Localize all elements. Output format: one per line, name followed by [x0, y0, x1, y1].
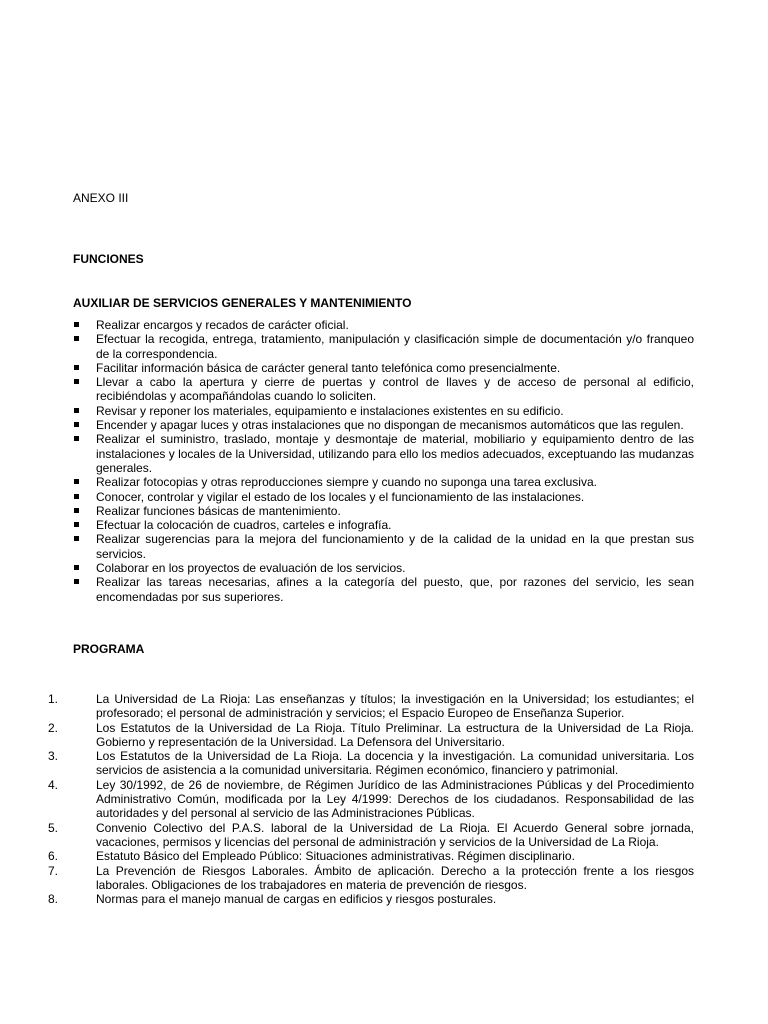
- square-bullet-icon: [74, 422, 79, 427]
- program-item-number: 4.: [47, 777, 58, 792]
- program-item: [47, 849, 694, 864]
- duty-item: [73, 575, 694, 604]
- program-item-text: Ley 30/1992, de 26 de noviembre, de Régimen Jurídico de las Administraciones Públicas y del Procedimiento Administrativo Común, modificada por la Ley 4/1999: Derechos de los ciudadanos. Responsabilidad de las autoridades y del personal al servicio de las Administraciones Públicas.: [96, 777, 694, 821]
- square-bullet-icon: [74, 436, 79, 441]
- square-bullet-icon: [74, 479, 79, 484]
- square-bullet-icon: [74, 365, 79, 370]
- duty-text: Realizar las tareas necesarias, afines a la categoría del puesto, que, por razones del servicio, les sean encomendadas por sus superiores.: [96, 575, 694, 604]
- program-item-number: 1.: [47, 692, 58, 706]
- program-item-text: La Prevención de Riesgos Laborales. Ámbito de aplicación. Derecho a la protección frente a los riesgos laborales. Obligaciones de los trabajadores en materia de prevención de riesgos.: [96, 863, 694, 892]
- square-bullet-icon: [74, 379, 79, 384]
- square-bullet-icon: [74, 565, 79, 570]
- duty-text: Colaborar en los proyectos de evaluación de los servicios.: [96, 561, 406, 576]
- program-item-text: Normas para el manejo manual de cargas en edificios y riesgos posturales.: [96, 892, 497, 907]
- duty-item: [73, 518, 694, 532]
- square-bullet-icon: [74, 336, 79, 341]
- program-item-number: 5.: [47, 820, 58, 835]
- program-item: [47, 777, 694, 821]
- duty-text: Efectuar la colocación de cuadros, carteles e infografía.: [96, 518, 392, 533]
- program-item-text: Estatuto Básico del Empleado Público: Situaciones administrativas. Régimen disciplinario.: [96, 849, 575, 864]
- duty-text: Facilitar información básica de carácter general tanto telefónica como presencialmente.: [96, 360, 561, 375]
- duty-item: [73, 418, 694, 432]
- duty-text: Conocer, controlar y vigilar el estado de los locales y el funcionamiento de las instalaciones.: [96, 489, 585, 504]
- program-item-number: 7.: [47, 863, 58, 878]
- functions-heading: FUNCIONES: [73, 252, 144, 266]
- program-heading: PROGRAMA: [73, 642, 145, 656]
- program-item-number: 2.: [47, 720, 58, 735]
- program-item: [47, 720, 694, 750]
- square-bullet-icon: [74, 322, 79, 327]
- program-item: [47, 820, 694, 850]
- duty-text: Realizar encargos y recados de carácter oficial.: [96, 318, 349, 332]
- square-bullet-icon: [74, 408, 79, 413]
- annex-title: ANEXO III: [73, 191, 129, 205]
- square-bullet-icon: [74, 494, 79, 499]
- square-bullet-icon: [74, 522, 79, 527]
- duty-text: Efectuar la recogida, entrega, tratamiento, manipulación y clasificación simple de documentación y/o franqueo de la correspondencia.: [96, 332, 694, 361]
- duty-item: [73, 404, 694, 418]
- duty-item: [73, 318, 694, 332]
- duty-item: [73, 475, 694, 489]
- program-item-text: Los Estatutos de la Universidad de La Rioja. La docencia y la investigación. La comunidad universitaria. Los servicios de asistencia a la comunidad universitaria. Régimen económico, financiero y patrimonial.: [96, 749, 694, 778]
- square-bullet-icon: [74, 536, 79, 541]
- program-item: [47, 892, 694, 907]
- program-item-text: Convenio Colectivo del P.A.S. laboral de la Universidad de La Rioja. El Acuerdo General sobre jornada, vacaciones, permisos y licencias del personal de administración y servicios de la Universidad de La Rioja.: [96, 820, 694, 849]
- duty-text: Realizar sugerencias para la mejora del funcionamiento y de la calidad de la unidad en la que prestan sus servicios.: [96, 532, 694, 561]
- program-item-number: 8.: [47, 892, 58, 907]
- duty-item: [73, 375, 694, 404]
- program-item: [47, 692, 694, 721]
- duty-text: Realizar fotocopias y otras reproducciones siempre y cuando no suponga una tarea exclusiva.: [96, 475, 597, 490]
- duty-item: [73, 561, 694, 575]
- program-item: [47, 749, 694, 778]
- program-item-number: 3.: [47, 749, 58, 764]
- duty-text: Revisar y reponer los materiales, equipamiento e instalaciones existentes en su edificio.: [96, 403, 564, 418]
- duty-item: [73, 432, 694, 475]
- duties-list: [73, 318, 694, 604]
- duty-item: [73, 361, 694, 375]
- program-list: [47, 692, 694, 907]
- role-heading: AUXILIAR DE SERVICIOS GENERALES Y MANTENIMIENTO: [73, 296, 412, 310]
- program-item: [47, 863, 694, 893]
- duty-item: [73, 504, 694, 518]
- duty-text: Llevar a cabo la apertura y cierre de puertas y control de llaves y de acceso de personal al edificio, recibiéndolas y acompañándolas cuando lo soliciten.: [96, 375, 694, 404]
- program-item-text: Los Estatutos de la Universidad de La Rioja. Título Preliminar. La estructura de la Universidad de La Rioja. Gobierno y representación de la Universidad. La Defensora del Universitario.: [96, 720, 694, 749]
- duty-text: Encender y apagar luces y otras instalaciones que no dispongan de mecanismos automáticos que las regulen.: [96, 418, 684, 433]
- duty-text: Realizar el suministro, traslado, montaje y desmontaje de material, mobiliario y equipamiento dentro de las instalaciones y locales de la Universidad, utilizando para ello los medios adecuados, exceptuando las mudanzas generales.: [96, 432, 694, 475]
- program-item-number: 6.: [47, 849, 58, 864]
- duty-item: [73, 532, 694, 561]
- duty-item: [73, 490, 694, 504]
- program-item-text: La Universidad de La Rioja: Las enseñanzas y títulos; la investigación en la Universidad; los estudiantes; el profesorado; el personal de administración y servicios; el Espacio Europeo de Enseñanza Superior.: [96, 692, 694, 721]
- square-bullet-icon: [74, 579, 79, 584]
- duty-item: [73, 332, 694, 361]
- square-bullet-icon: [74, 508, 79, 513]
- duty-text: Realizar funciones básicas de mantenimiento.: [96, 503, 341, 518]
